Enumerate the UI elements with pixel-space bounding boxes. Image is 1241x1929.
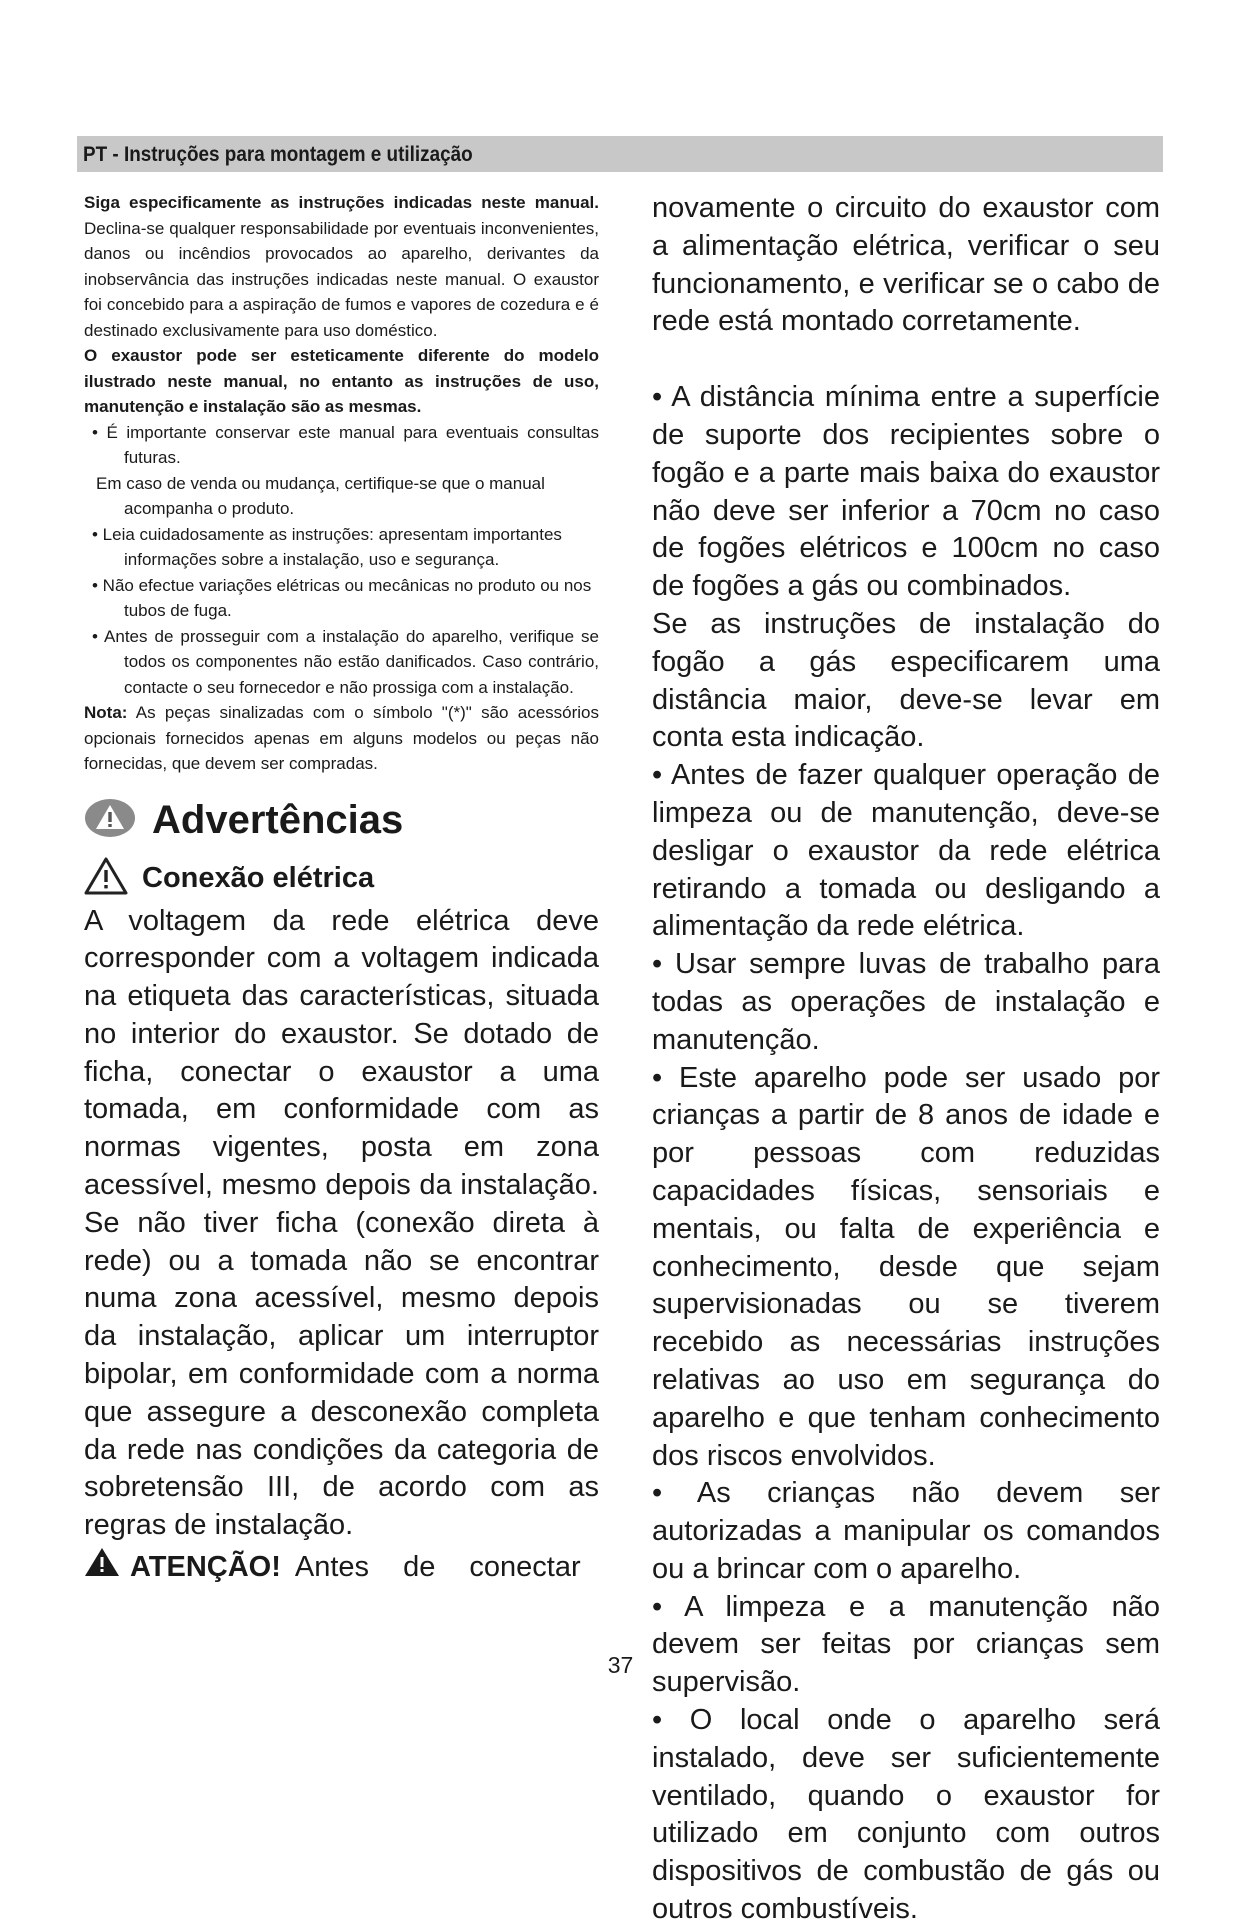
page-number: 37 [607, 1652, 634, 1678]
warning-triangle-filled-icon [84, 1547, 120, 1588]
bullet-no-modifications: • Não efectue variações elétricas ou mecânicas no produto ou nos tubos de fuga. [92, 575, 592, 620]
electrical-title: Conexão elétrica [142, 862, 375, 894]
attention-line [84, 1547, 599, 1588]
children-play-text: • As crianças não devem ser autorizadas a manipular os comandos ou a brincar com o aparelho. [652, 1477, 1160, 1585]
warnings-title: Advertências [152, 798, 404, 842]
section-header-bar [77, 136, 1163, 172]
intro-bold-lead: Siga especificamente as instruções indicadas neste manual. [84, 193, 599, 212]
left-column [84, 190, 599, 1588]
warning-circle-icon [84, 798, 136, 843]
distance-text: • A distância mínima entre a superfície de suporte dos recipientes sobre o fogão e a parte mais baixa do exaustor não deve ser inferior a 70cm no caso de fogões elétricos e 100cm no caso de fogões a gás ou combinados. [652, 381, 1160, 603]
attention-text: Antes de conectar [294, 1550, 581, 1583]
electrical-heading [84, 855, 599, 903]
children-use-text: • Este aparelho pode ser usado por crianças a partir de 8 anos de idade e por pessoas com reduzidas capacidades físicas, sensoriais e mentais, ou falta de experiência e conhecimento, desde que sejam supervisionadas ou se tiverem recebido as necessárias instruções relativas ao uso em segurança do aparelho e que tenham conhecimento dos riscos envolvidos. [652, 1061, 1160, 1472]
sale-note: Em caso de venda ou mudança, certifique-se que o manual acompanha o produto. [96, 473, 545, 518]
electrical-text: A voltagem da rede elétrica deve corresponder com a voltagem indicada na etiqueta das características, situada no interior do exaustor. Se dotado de ficha, conectar o exaustor a uma tomada, em conformidade com as normas vigentes, posta em zona acessível, mesmo depois da instalação. Se não tiver ficha (conexão direta à rede) ou a tomada não se encontrar numa zona acessível, mesmo depois da instalação, aplicar um interruptor bipolar, em conformidade com a norma que assegure a desconexão completa da rede nas condições da categoria de sobretensão III, de acordo com as regras de instalação. [84, 904, 599, 1542]
nota-label: Nota: [84, 703, 128, 722]
section-header-title: PT - Instruções para montagem e utilização [83, 143, 473, 166]
intro-paragraph-1 [84, 190, 599, 343]
bullet-read-instructions: • Leia cuidadosamente as instruções: apresentam importantes informações sobre a instalação, uso e segurança. [92, 524, 562, 569]
intro-paragraph-2: O exaustor pode ser esteticamente diferente do modelo ilustrado neste manual, no entanto as instruções de uso, manutenção e instalação são as mesmas. [84, 346, 599, 416]
intro-section [84, 190, 599, 777]
bullet-keep-manual: • É importante conservar este manual para eventuais consultas futuras. [92, 422, 599, 467]
electrical-section [84, 903, 599, 1588]
children-cleaning-text: • A limpeza e a manutenção não devem ser feitas por crianças sem supervisão. [652, 1590, 1160, 1699]
warnings-heading [84, 793, 599, 849]
nota-paragraph [84, 700, 599, 777]
ventilation-text: • O local onde o aparelho será instalado, deve ser suficientemente ventilado, quando o exaustor for utilizado em conjunto com outros dispositivos de combustão de gás ou outros combustíveis. [652, 1704, 1160, 1926]
warning-triangle-outline-icon [84, 857, 128, 900]
attention-label: ATENÇÃO! [130, 1550, 281, 1583]
bullet-check-components: • Antes de prosseguir com a instalação do aparelho, verifique se todos os componentes não estão danificados. Caso contrário, contacte o seu fornecedor e não prossiga com a instalação. [92, 626, 599, 697]
continuation-text: novamente o circuito do exaustor com a alimentação elétrica, verificar o seu funcionamento, e verificar se o cabo de rede está montado corretamente. [652, 192, 1160, 338]
intro-body: Declina-se qualquer responsabilidade por eventuais inconvenientes, danos ou incêndios provocados ao aparelho, derivantes da inobservância das instruções indicadas neste manual. O exaustor foi concebido para a aspiração de fumos e vapores de cozedura e é destinado exclusivamente para uso doméstico. [84, 218, 599, 340]
cleaning-text: • Antes de fazer qualquer operação de limpeza ou de manutenção, deve-se desligar o exaustor da rede elétrica retirando a tomada ou desligando a alimentação da rede elétrica. [652, 759, 1160, 943]
gloves-text: • Usar sempre luvas de trabalho para todas as operações de instalação e manutenção. [652, 948, 1160, 1056]
nota-text: As peças sinalizadas com o símbolo "(*)" são acessórios opcionais fornecidos apenas em alguns modelos ou peças não fornecidas, que devem ser compradas. [84, 703, 600, 773]
spacer [652, 341, 1160, 379]
gas-instructions-text: Se as instruções de instalação do fogão a gás especificarem uma distância maior, deve-se levar em conta esta indicação. [652, 607, 1160, 754]
